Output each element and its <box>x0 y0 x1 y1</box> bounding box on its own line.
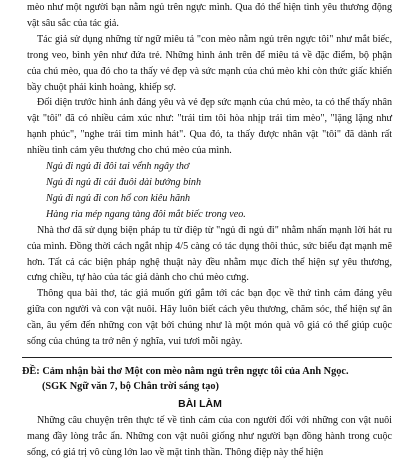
paragraph-5: Thông qua bài thơ, tác giả muốn gửi gắm tới các bạn đọc về thứ tình cảm đáng yêu giữa con người và con vật nuôi. Hãy luôn biết cách yêu thương, chăm sóc, thể hiện sự ân cần, âu yếm đến những con vật bởi chúng như là một món quà vô giá có thể giúp cuộc sống của chúng ta trở nên ý nghĩa, vui tươi mỗi ngày. <box>27 288 392 348</box>
poem-excerpt <box>0 159 400 223</box>
prompt-line-1 <box>22 364 392 380</box>
paragraph-4: Nhà thơ đã sử dụng biện pháp tu từ điệp từ "ngủ đi ngủ đi" nhằm nhấn mạnh lời hát ru của mình. Đồng thời cách ngắt nhịp 4/5 càng có tác dụng thôi thúc, sức biểu đạt mạnh mẽ hơn. Tất cả các biện pháp nghệ thuật này đều nhằm mục đích thể hiện sự yêu thương, cưng chiều, tự hào của tác giả dành cho chú mèo cưng. <box>27 224 392 284</box>
essay-body-bottom <box>0 223 400 350</box>
essay-answer <box>0 413 400 461</box>
paragraph-1: mèo như một người bạn nằm ngủ trên ngực mình. Qua đó thể hiện tình yêu thương động vật sâu sắc của tác giả. <box>27 2 392 29</box>
poem-line-4: Hàng ria mép ngang tàng đôi mắt biếc trong veo. <box>46 208 246 220</box>
poem-line-3: Ngủ đi ngủ đi con hổ con kiêu hãnh <box>46 192 191 204</box>
prompt-text: Cảm nhận bài thơ Một con mèo nằm ngủ trên ngực tôi của Anh Ngọc. <box>42 365 349 377</box>
answer-paragraph-1: Những câu chuyện trên thực tế về tình cảm của con người đối với những con vật nuôi mang đầy lòng trắc ẩn. Những con vật nuôi giống như người bạn đồng hành trong cuộc sống, có giá trị vô cùng lớn lao về mặt tinh thần. Thông điệp này thể hiện <box>27 414 392 458</box>
essay-prompt <box>0 364 400 395</box>
prompt-line-2: (SGK Ngữ văn 7, bộ Chân trời sáng tạo) <box>42 381 219 393</box>
poem-line-2: Ngủ đi ngủ đi cái đuôi dài bướng bỉnh <box>46 176 202 188</box>
essay-body-top <box>0 0 400 159</box>
prompt-label: ĐỀ: <box>22 365 40 377</box>
paragraph-3: Đối diện trước hình ảnh đáng yêu và vẻ đẹp sức mạnh của chú mèo, ta có thể thấy nhân vật "tôi" đã có nhiều cảm xúc như: "trái tim tôi hòa nhịp trái tim mèo", "lặng lặng như hạnh phúc", "nghe trái tim mình hát". Qua đó, ta thấy được nhân vật "tôi" đã dành rất nhiều tình cảm yêu thương cho chú mèo của mình. <box>27 97 392 157</box>
paragraph-2: Tác giả sử dụng những từ ngữ miêu tả "con mèo nằm ngủ trên ngực tôi" như mắt biếc, trong veo, bình yên như đứa trẻ. Những hình ảnh trên để miêu tả về đặc điểm, bộ phận của chú mèo, qua đó cho ta thấy vẻ đẹp và sức mạnh của chú mèo khi còn thức giấc khiến bầy chuột phải kinh hoàng, khiếp sợ. <box>27 33 392 93</box>
section-divider <box>22 357 392 358</box>
poem-line-1: Ngủ đi ngủ đi đôi tai vểnh ngây thơ <box>46 161 190 173</box>
section-heading: BÀI LÀM <box>178 397 222 410</box>
